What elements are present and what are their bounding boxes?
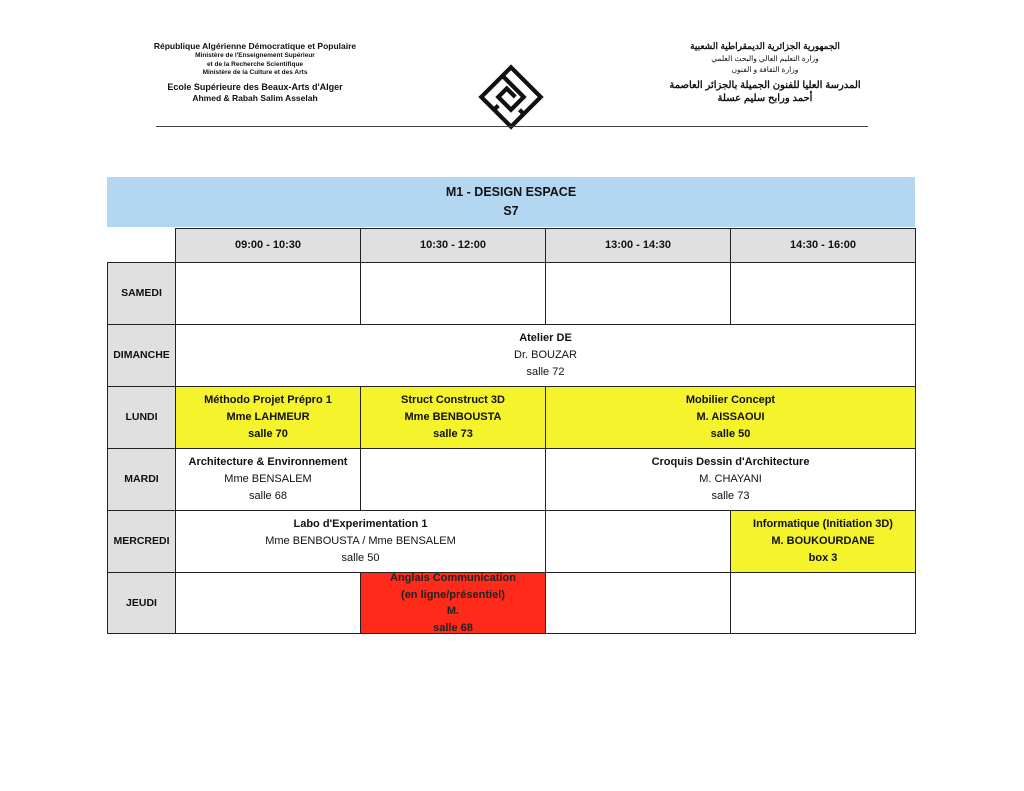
session-teacher: Mme BENBOUSTA / Mme BENSALEM [265, 535, 456, 547]
empty-slot [730, 572, 916, 634]
empty-slot [545, 572, 731, 634]
session-methodo-projet [175, 386, 361, 449]
session-teacher: M. CHAYANI [699, 473, 762, 485]
session-room: salle 73 [433, 428, 473, 440]
header-divider [156, 126, 868, 127]
session-course: Anglais Communication [390, 572, 516, 584]
time-slot-header: 14:30 - 16:00 [730, 228, 916, 263]
empty-slot [175, 262, 361, 325]
school-fr: Ecole Supérieure des Beaux-Arts d'Alger [167, 81, 343, 92]
session-room: salle 68 [249, 490, 287, 502]
session-teacher: Dr. BOUZAR [514, 349, 577, 361]
session-teacher: Mme LAHMEUR [226, 411, 310, 423]
school-name-ar: أحمد ورابح سليم عسلة [717, 93, 813, 104]
session-course: Mobilier Concept [685, 394, 776, 406]
school-ar: المدرسة العليا للفنون الجميلة بالجزائر العاصمة [669, 80, 861, 91]
session-informatique [730, 510, 916, 573]
header-right [660, 40, 870, 105]
session-teacher: M. [446, 605, 460, 617]
day-label-mercredi: MERCREDI [107, 510, 176, 573]
day-label-dimanche: DIMANCHE [107, 324, 176, 387]
empty-slot [175, 572, 361, 634]
republic-fr: République Algérienne Démocratique et Populaire [153, 41, 357, 51]
session-course: Croquis Dessin d'Architecture [651, 456, 810, 468]
session-mode: (en ligne/présentiel) [401, 588, 505, 601]
empty-slot [730, 262, 916, 325]
ministry-higher-ed-ar: وزارة التعليم العالي والبحث العلمي [711, 54, 819, 63]
session-course: Architecture & Environnement [188, 456, 348, 468]
timetable-title-bar [107, 177, 915, 227]
session-teacher: Mme BENSALEM [224, 473, 312, 485]
time-slot-header: 09:00 - 10:30 [175, 228, 361, 263]
session-anglais-communication [360, 572, 546, 634]
session-room: salle 50 [341, 552, 380, 564]
ministry-higher-ed-fr: Ministère de l'Enseignement Supérieur [195, 52, 315, 59]
session-room: salle 70 [248, 428, 288, 440]
time-slot-header: 13:00 - 14:30 [545, 228, 731, 263]
session-room: salle 73 [711, 490, 750, 502]
timetable-semester: S7 [503, 204, 519, 218]
empty-slot [545, 262, 731, 325]
session-teacher: M. BOUKOURDANE [771, 535, 875, 547]
day-label-lundi: LUNDI [107, 386, 176, 449]
time-slot-header: 10:30 - 12:00 [360, 228, 546, 263]
session-room: salle 72 [526, 366, 565, 378]
session-atelier-de [175, 324, 916, 387]
day-label-samedi: SAMEDI [107, 262, 176, 325]
session-struct-construct [360, 386, 546, 449]
day-label-jeudi: JEUDI [107, 572, 176, 634]
school-name-fr: Ahmed & Rabah Salim Asselah [192, 92, 318, 103]
school-logo-icon [478, 64, 544, 130]
session-course: Méthodo Projet Prépro 1 [204, 394, 332, 406]
session-labo-experimentation [175, 510, 546, 573]
session-teacher: Mme BENBOUSTA [404, 411, 502, 423]
session-room: salle 50 [710, 428, 751, 440]
ministry-culture-ar: وزارة الثقافة و الفنون [731, 65, 799, 74]
day-label-mardi: MARDI [107, 448, 176, 511]
session-course: Labo d'Experimentation 1 [293, 518, 428, 530]
session-course: Struct Construct 3D [401, 394, 505, 406]
session-course: Atelier DE [519, 332, 572, 344]
empty-slot [545, 510, 731, 573]
session-teacher: M. AISSAOUI [696, 411, 765, 423]
header-left [150, 40, 360, 104]
session-mobilier-concept [545, 386, 916, 449]
empty-slot [360, 262, 546, 325]
republic-ar: الجمهورية الجزائرية الديمقراطية الشعبية [690, 41, 840, 51]
research-fr: et de la Recherche Scientifique [206, 60, 304, 68]
session-croquis-dessin [545, 448, 916, 511]
session-room: box 3 [808, 552, 838, 564]
empty-slot [360, 448, 546, 511]
session-room: salle 68 [433, 621, 473, 634]
timetable-title: M1 - DESIGN ESPACE [445, 185, 577, 199]
session-architecture-environnement [175, 448, 361, 511]
session-course: Informatique (Initiation 3D) [753, 518, 893, 530]
ministry-culture-fr: Ministère de la Culture et des Arts [202, 69, 308, 76]
